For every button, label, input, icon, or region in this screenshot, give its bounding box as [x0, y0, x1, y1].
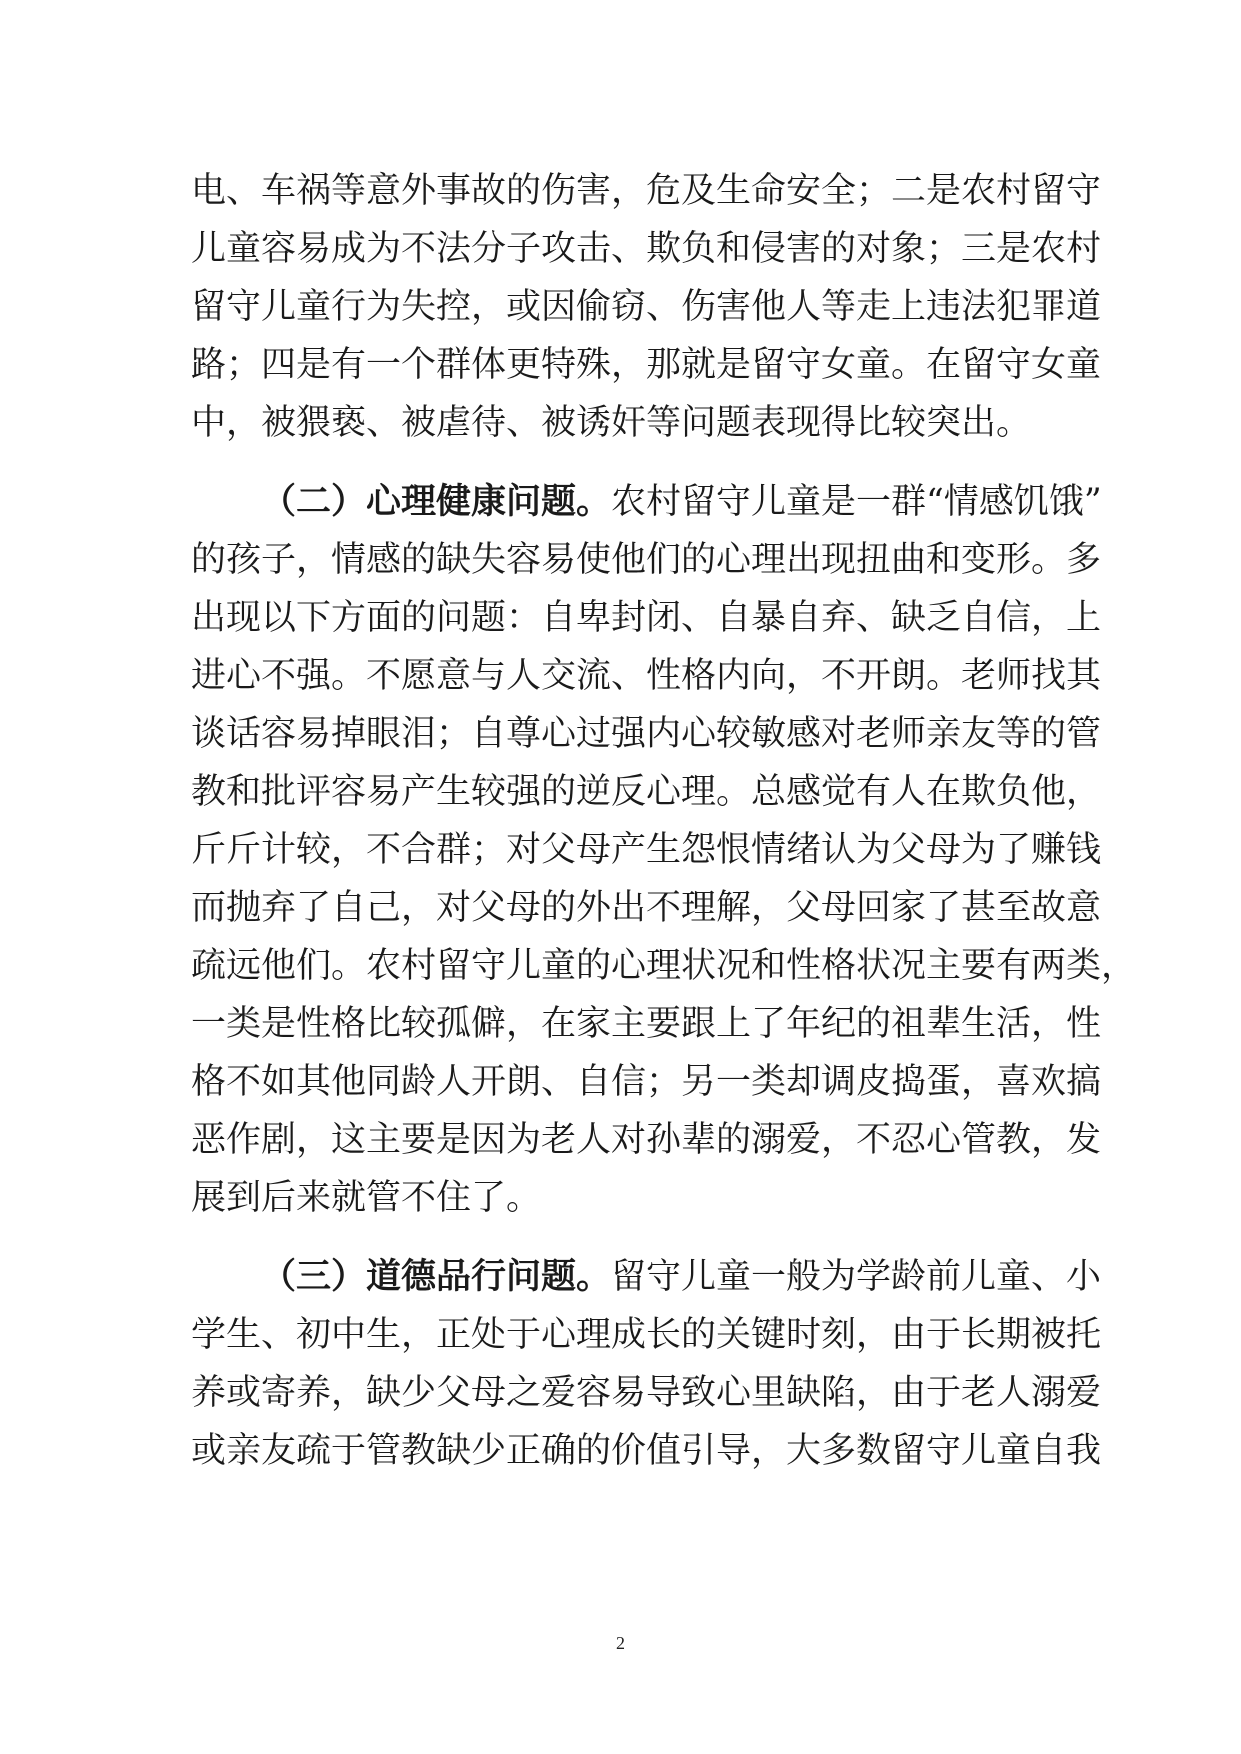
- text-line: 或亲友疏于管教缺少正确的价值引导，大多数留守儿童自我: [191, 1431, 1102, 1471]
- text-line: 的孩子，情感的缺失容易使他们的心理出现扭曲和变形。多: [191, 540, 1102, 580]
- text-line: 电、车祸等意外事故的伤害，危及生命安全；二是农村留守: [191, 171, 1102, 211]
- text-line: 一类是性格比较孤僻，在家主要跟上了年纪的祖辈生活，性: [191, 1004, 1102, 1044]
- text-line: 进心不强。不愿意与人交流、性格内向，不开朗。老师找其: [191, 656, 1102, 696]
- text-line: 格不如其他同龄人开朗、自信；另一类却调皮捣蛋，喜欢搞: [191, 1062, 1102, 1102]
- text-line: 学生、初中生，正处于心理成长的关键时刻，由于长期被托: [191, 1315, 1102, 1355]
- section-heading-line: [191, 1248, 1102, 1306]
- text-line: 疏远他们。农村留守儿童的心理状况和性格状况主要有两类，: [191, 946, 1137, 986]
- text-line: 恶作剧，这主要是因为老人对孙辈的溺爱，不忍心管教，发: [191, 1120, 1102, 1160]
- text-line: 路；四是有一个群体更特殊，那就是留守女童。在留守女童: [191, 345, 1102, 385]
- text-run: 留守儿童一般为学龄前儿童、小: [611, 1257, 1102, 1297]
- text-line: 展到后来就管不住了。: [191, 1178, 542, 1218]
- document-body: [191, 162, 1137, 1480]
- text-line: 出现以下方面的问题：自卑封闭、自暴自弃、缺乏自信，上: [191, 598, 1102, 638]
- text-line: 斤斤计较，不合群；对父母产生怨恨情绪认为父母为了赚钱: [191, 830, 1102, 870]
- text-line: 谈话容易掉眼泪；自尊心过强内心较敏感对老师亲友等的管: [191, 714, 1102, 754]
- text-line: 中，被猥亵、被虐待、被诱奸等问题表现得比较突出。: [191, 403, 1032, 443]
- section-heading-line: [191, 473, 1102, 531]
- text-line: 而抛弃了自己，对父母的外出不理解，父母回家了甚至故意: [191, 888, 1102, 928]
- page-number: 2: [616, 1633, 625, 1653]
- section-heading: （三）道德品行问题。: [261, 1257, 612, 1297]
- text-line: 留守儿童行为失控，或因偷窃、伤害他人等走上违法犯罪道: [191, 287, 1102, 327]
- section-heading: （二）心理健康问题。: [261, 482, 612, 522]
- text-run: 农村留守儿童是一群“情感饥饿”: [611, 482, 1102, 522]
- text-line: 教和批评容易产生较强的逆反心理。总感觉有人在欺负他，: [191, 772, 1102, 812]
- text-line: 养或寄养，缺少父母之爱容易导致心里缺陷，由于老人溺爱: [191, 1373, 1102, 1413]
- text-line: 儿童容易成为不法分子攻击、欺负和侵害的对象；三是农村: [191, 229, 1102, 269]
